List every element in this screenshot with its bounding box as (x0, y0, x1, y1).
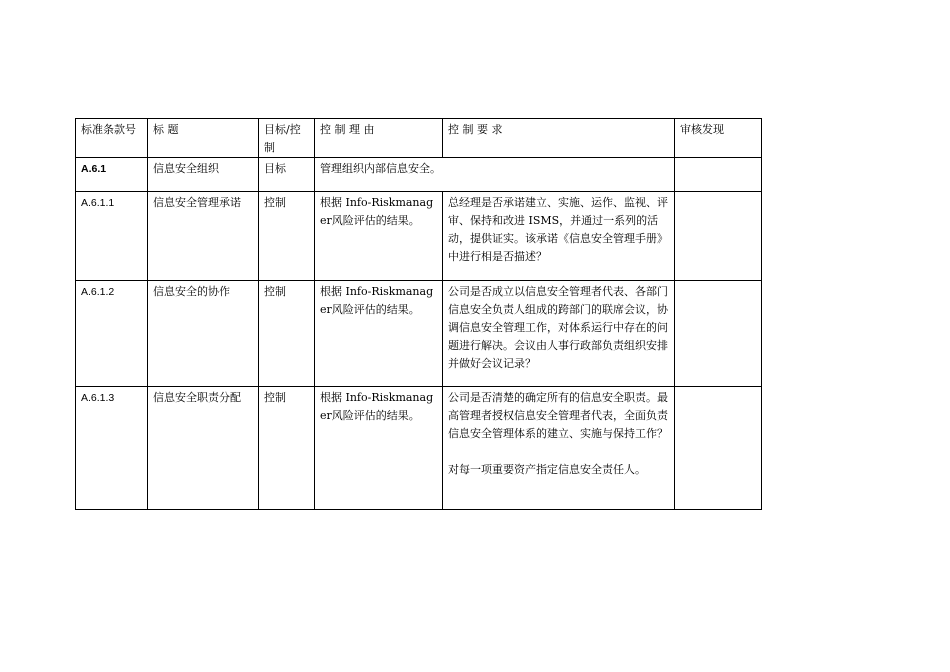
clause-reason: 根据 Info-Riskmanager风险评估的结果。 (315, 281, 443, 387)
clause-code: A.6.1.3 (76, 387, 148, 510)
audit-table (75, 118, 762, 510)
table-header-row (76, 119, 762, 158)
audit-findings-cell (675, 281, 762, 387)
clause-requirement-note: 对每一项重要资产指定信息安全责任人。 (448, 463, 646, 476)
clause-title: 信息安全的协作 (148, 281, 259, 387)
clause-requirement: 总经理是否承诺建立、实施、运作、监视、评审、保持和改进 ISMS，并通过一系列的活动，提供证实。该承诺《信息安全管理手册》中进行相是否描述？ (443, 192, 675, 281)
clause-type: 目标 (259, 158, 315, 192)
clause-reason: 根据 Info-Riskmanager风险评估的结果。 (315, 387, 443, 510)
table-row (76, 281, 762, 387)
paragraph-gap (448, 443, 669, 461)
audit-findings-cell (675, 158, 762, 192)
clause-objective: 管理组织内部信息安全。 (315, 158, 675, 192)
clause-title: 信息安全组织 (148, 158, 259, 192)
clause-requirement: 公司是否成立以信息安全管理者代表、各部门信息安全负责人组成的跨部门的联席会议，协调信息安全管理工作，对体系运行中存在的问题进行解决。会议由人事行政部负责组织安排并做好会议记录？ (443, 281, 675, 387)
header-title: 标 题 (148, 119, 259, 158)
header-reason: 控 制 理 由 (315, 119, 443, 158)
clause-type: 控制 (259, 387, 315, 510)
table-row (76, 387, 762, 510)
clause-code: A.6.1.2 (76, 281, 148, 387)
clause-requirement: 公司是否清楚的确定所有的信息安全职责。最高管理者授权信息安全管理者代表，全面负责信息安全管理体系的建立、实施与保持工作？ (448, 391, 668, 440)
clause-code: A.6.1.1 (76, 192, 148, 281)
clause-requirement-cell (443, 387, 675, 510)
clause-type: 控制 (259, 192, 315, 281)
clause-code: A.6.1 (76, 158, 148, 192)
clause-title: 信息安全管理承诺 (148, 192, 259, 281)
audit-findings-cell (675, 387, 762, 510)
clause-reason: 根据 Info-Riskmanager风险评估的结果。 (315, 192, 443, 281)
table-row (76, 192, 762, 281)
header-type: 目标/控制 (259, 119, 315, 158)
clause-title: 信息安全职责分配 (148, 387, 259, 510)
header-requirement: 控 制 要 求 (443, 119, 675, 158)
header-findings: 审核发现 (675, 119, 762, 158)
table-row (76, 158, 762, 192)
header-clause-no: 标准条款号 (76, 119, 148, 158)
audit-findings-cell (675, 192, 762, 281)
clause-type: 控制 (259, 281, 315, 387)
